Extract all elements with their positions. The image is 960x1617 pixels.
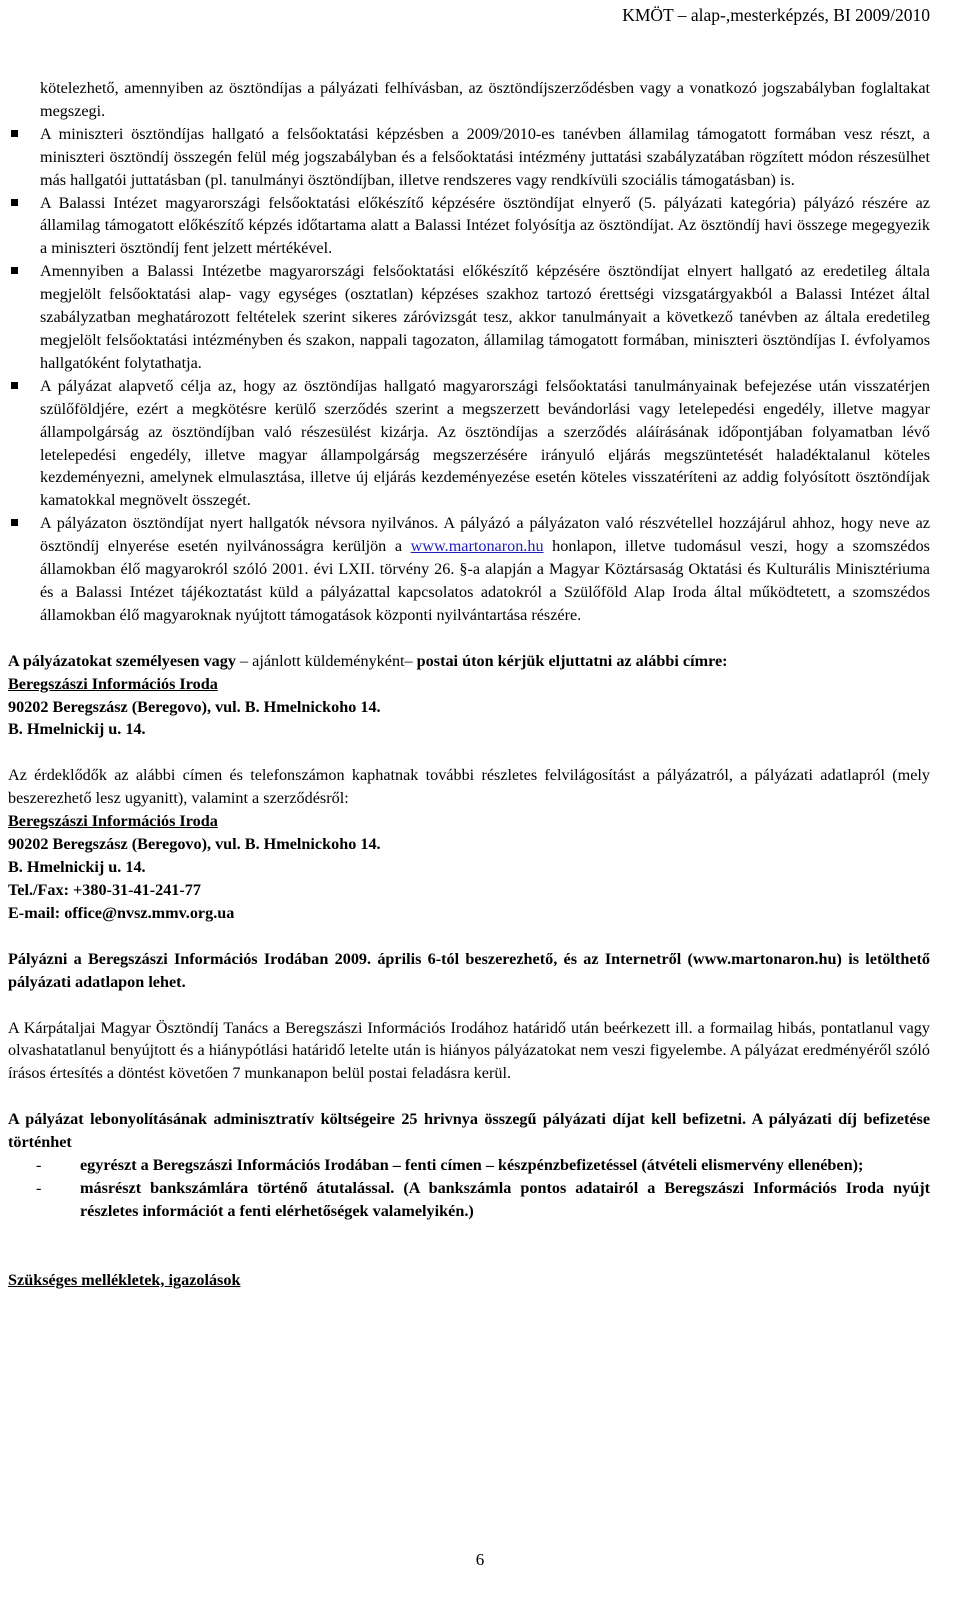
martonaron-link[interactable]: www.martonaron.hu [410, 537, 544, 556]
submission-org: Beregszászi Információs Iroda [8, 674, 218, 693]
fee-option-transfer: - másrészt bankszámlára történő átutalással. (A bankszámla pontos adatairól a Beregszászi Információs Iroda nyújt részletes információt a fenti elérhetőségek valamelyikén.) [36, 1178, 930, 1220]
submission-address-2: B. Hmelnickij u. 14. [8, 720, 146, 739]
inquiry-phone: Tel./Fax: +380-31-41-241-77 [8, 880, 201, 899]
apply-note: Pályázni a Beregszászi Információs Irodában 2009. április 6-tól beszerezhető, és az Internetről (www.martonaron.hu) is letölthető pályázati adatlapon lehet. [8, 949, 930, 991]
fee-option-cash: - egyrészt a Beregszászi Információs Irodában – fenti címen – készpénzbefizetéssel (átvételi elismervény ellenében); [36, 1156, 864, 1175]
bullet-balassi-continuation: Amennyiben a Balassi Intézetbe magyarországi felsőoktatási előkészítő képzésére ösztöndíjat elnyert hallgató az eredetileg általa megjelölt felsőoktatási alap- vagy egységes (osztatlan) képzéses szakhoz tartozó érettségi vizsgatárgyakból a Balassi Intézet által szabályzatban meghatározott feltételek szerint sikeres záróvizsgát tesz, akkor tanulmányait a következő tanévben az általa eredetileg megjelölt felsőoktatási intézményben és szakon, nappali tagozaton, államilag támogatott formában, miniszteri ösztöndíjas I. évfolyamos hallgatóként folytathatja. [8, 260, 930, 375]
inquiry-org: Beregszászi Információs Iroda [8, 812, 218, 831]
bullet-list [8, 123, 930, 627]
bullet-ministerial-scholarship: A miniszteri ösztöndíjas hallgató a felsőoktatási képzésben a 2009/2010-es tanévben államilag támogatott formában vesz részt, a miniszteri ösztöndíj összegén felül még jogszabályban és a felsőoktatási intézmény juttatási szabályzatában rögzített módon részesülhet más hallgatói juttatásban (pl. tanulmányi ösztöndíjban, illetve rendszeres vagy rendkívüli szociális támogatásban) is. [8, 123, 930, 192]
intro-continuation: kötelezhető, amennyiben az ösztöndíjas a pályázati felhívásban, az ösztöndíjszerződésben vagy a vonatkozó jogszabályban foglaltakat megszegi. [40, 79, 930, 120]
attachments-heading: Szükséges mellékletek, igazolások [8, 1270, 241, 1289]
inquiry-text: Az érdeklődők az alábbi címen és telefonszámon kaphatnak további részletes felvilágosítást a pályázatról, a pályázati adatlapról (mely beszerezhető lesz ugyanitt), valamint a szerződésről: [8, 766, 930, 808]
bullet-balassi-scholarship: A Balassi Intézet magyarországi felsőoktatási előkészítő képzésére ösztöndíjat elnyerő (5. pályázati kategória) pályázó részére az államilag támogatott előkészítő képzés időtartama alatt a Balassi Intézet folyósítja az ösztöndíjat. Az ösztöndíj havi összege megegyezik a miniszteri ösztöndíj fent jelzett mértékével. [8, 192, 930, 261]
inquiry-address-2: B. Hmelnickij u. 14. [8, 858, 146, 876]
document-body [8, 77, 930, 1292]
inquiry-email: E-mail: office@nvsz.mmv.org.ua [8, 903, 235, 922]
bullet-purpose: A pályázat alapvető célja az, hogy az ösztöndíjas hallgató magyarországi felsőoktatási tanulmányainak befejezése után visszatérjen szülőföldjére, ezért a megkötésre kerülő szerződés szerint a megszerzett bevándorlási vagy letelepedési engedély, illetve magyar állampolgárság az ösztöndíjban való részesülést kizárja. Az ösztöndíjas a szerződés aláírásának időpontjában folyamatban lévő letelepedési engedély, illetve magyar állampolgárság megszerzésére irányuló eljárás megszüntetését haladéktalanul köteles kezdeményezni, amelynek elmulasztása, illetve új eljárás kezdeményezése esetén köteles visszatéríteni az addig folyósított ösztöndíjak kamatokkal megnövelt összegét. [8, 375, 930, 512]
page-number: 6 [475, 1550, 485, 1569]
fee-intro: A pályázat lebonyolításának adminisztratív költségeire 25 hrivnya összegű pályázati díjat kell befizetni. A pályázati díj befizetése történhet [8, 1110, 930, 1152]
bullet-publicity: A pályázaton ösztöndíjat nyert hallgatók névsora nyilvános. A pályázó a pályázaton való részvétellel hozzájárul ahhoz, hogy neve az ösztöndíj elnyerése esetén nyilvánosságra kerüljön a www.martonaron.hu honlapon, illetve tudomásul veszi, hogy a szomszédos államokban élő magyarokról szóló 2001. évi LXII. törvény 26. §-a alapján a Magyar Köztársaság Oktatási és Kulturális Minisztériuma és a Balassi Intézet tájékoztatást küld a pályázattal kapcsolatos adatokról a Szülőföld Alap Iroda által működtetett, a szomszédos államokban élő magyaroknak nyújtott támogatások központi nyilvántartása részére. [8, 512, 930, 627]
fee-options [8, 1154, 930, 1223]
submission-instructions: A pályázatokat személyesen vagy – ajánlott küldeményként– postai úton kérjük eljuttatni az alábbi címre: [8, 651, 728, 670]
submission-address-1: 90202 Beregszász (Beregovo), vul. B. Hmelnickoho 14. [8, 697, 381, 716]
rejection-note: A Kárpátaljai Magyar Ösztöndíj Tanács a Beregszászi Információs Irodához határidő után beérkezett ill. a formailag hibás, pontatlanul vagy olvashatatlanul benyújtott és a hiánypótlási határidő letelte után is hiányos pályázatokat nem veszi figyelembe. A pályázat eredményéről szóló írásos értesítés a döntést követően 7 munkanapon belül postai feladásra kerül. [8, 1018, 930, 1083]
page-header: KMÖT – alap-,mesterképzés, BI 2009/2010 [622, 5, 930, 25]
inquiry-address-1: 90202 Beregszász (Beregovo), vul. B. Hmelnickoho 14. [8, 835, 381, 854]
